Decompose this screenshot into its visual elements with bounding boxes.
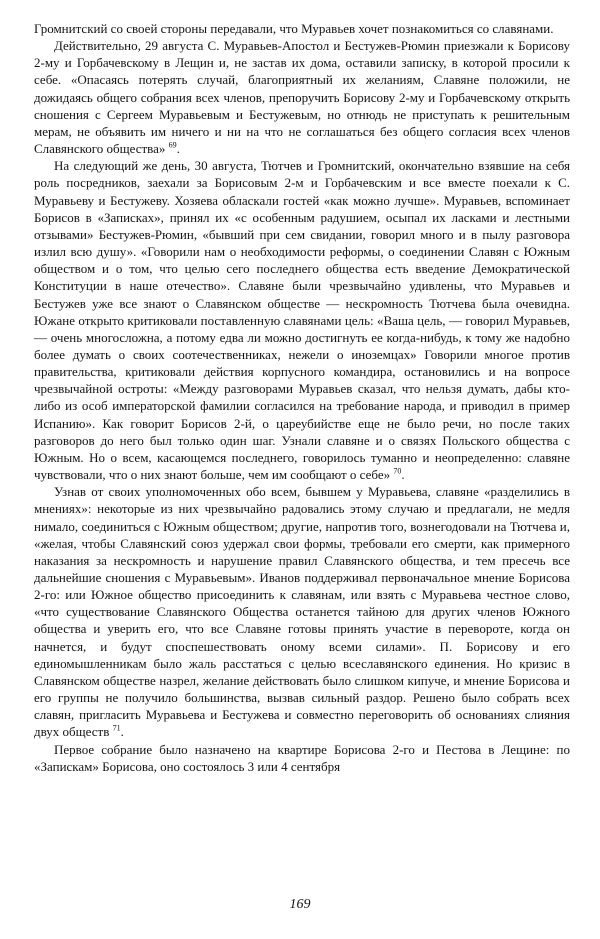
paragraph-text: Первое собрание было назначено на квартире Борисова 2-го и Пестова в Лещине: по «Запискам» Борисова, оно состоялось 3 или 4 сентября: [34, 741, 570, 774]
page-number: 169: [289, 897, 311, 912]
paragraph-continuation: [34, 20, 570, 37]
paragraph-split-opinions: Узнав от своих уполномоченных обо всем, бывшем у Муравьева, славяне «разделились в мнениях»: некоторые из них чрезвычайно радовались этому случаю и предлагали, не медля нимало, соединиться с Южным обществом; другие, напротив того, вознегодовали на Тютчева и, «желая, чтобы Славянский союз удержал свои формы, требовали его смерти, как примерного наказания за нескромность и нарушение правил Славянского общества, и тем пресечь все дальнейшие сношения с Муравьевым». Иванов поддерживал первоначальное мнение Борисова 2-го: или Южное общество присоединить к славянам, или взять с Муравьева честное слово, «что существование Славянского Общества останется тайною для других членов Южного общества и уверить его, что все Славяне готовы принять участие в перевороте, когда он начнется, и будут споспешествовать оному всеми силами». П. Борисову и его единомышленникам было жаль расстаться с целью всеславянского единения. Но кризис в Славянском обществе назрел, желание действовать было слишком кипуче, и мнение Борисова и его группы не получило большинства, вызвав сильный раздор. Решено было собрать всех славян, пригласить Муравьева и Бестужева и совместно переговорить об основаниях слияния двух обществ $^{71}$.: [34, 484, 570, 740]
paragraph-text: Громнитский со своей стороны передавали, что Муравьев хочет познакомиться со славянами.: [34, 21, 554, 36]
paragraph-first-meeting: [34, 741, 570, 775]
paragraph-august-30: На следующий же день, 30 августа, Тютчев и Громнитский, окончательно взявшие на себя роль посредников, заехали за Борисовым 2-м и Горбачевским и все вместе поехали к С. Муравьеву и Бестужеву. Хозяева обласкали гостей «как можно лучше». Муравьев, вспоминает Борисов в «Записках», принял их «с особенным радушием, осыпал их ласками и лестными отзывами» Бестужев-Рюмин, «бывший при сем свидании, говорил много и в пылу разговора излил всю душу». «Говорили нам о необходимости реформы, о соединении Славян с Южным обществом и о том, что целью сего последнего общества есть введение Демократической Конституции в наше отечество». Славяне были чрезвычайно удивлены, что Муравьев и Бестужев уже все знают о Славянском обществе — нескромность Тютчева была очевидна. Южане открыто критиковали поставленную славянами цель: «Ваша цель, — говорил Муравьев, — очень многосложна, а потому едва ли можно достигнуть ее когда-нибудь, к тому же надобно более думать о своих соотечественниках, нежели о иноземцах» Говорили многое против правительства, критиковали действия корпусного командира, остановились и на вопросе чрезвычайной остроты: «Между разговорами Муравьев сказал, что нельзя думать, дабы кто-либо из особ императорской фамилии согласился на требование народа, и приводил в пример Испанию». Как говорит Борисов 2-й, о цареубийстве еще не было речи, но после таких разговоров до него был только один шаг. Узнали славяне и о связях Польского общества с Южным. Но о всем, касающемся последнего, говорилось туманно и неопределенно: славяне чувствовали, что о них знают больше, чем им сообщают о себе» $^{70}$.: [34, 158, 570, 483]
paragraph-text: Действительно, 29 августа С. Муравьев-Апостол и Бестужев-Рюмин приезжали к Борисову 2-му и Горбачевскому в Лещин и, не застав их дома, оставили записку, в которой просили к себе. «Опасаясь потерять случай, благоприятный их желаниям, Славяне положили, не дожидаясь общего собрания всех членов, препоручить Борисову 2-му и Горбачевскому открыть сношения с Сергеем Муравьевым и Бестужевым, но отнюдь не приступать к решительным мерам, не объявить им ничего и ни на что не соглашаться без общего согласия всех членов Славянского общества»: [34, 38, 570, 157]
footnote-ref-70: 70: [393, 466, 402, 476]
footnote-ref-69: 69: [168, 140, 177, 150]
paragraph-text: На следующий же день, 30 августа, Тютчев и Громнитский, окончательно взявшие на себя роль посредников, заехали за Борисовым 2-м и Горбачевским и все вместе поехали к С. Муравьеву и Бестужеву. Хозяева обласкали гостей «как можно лучше». Муравьев, вспоминает Борисов в «Записках», принял их «с особенным радушием, осыпал их ласками и лестными отзывами» Бестужев-Рюмин, «бывший при сем свидании, говорил много и в пылу разговора излил всю душу». «Говорили нам о необходимости реформы, о соединении Славян с Южным обществом и о том, что целью сего последнего общества есть введение Демократической Конституции в наше отечество». Славяне были чрезвычайно удивлены, что Муравьев и Бестужев уже все знают о Славянском обществе — нескромность Тютчева была очевидна. Южане открыто критиковали поставленную славянами цель: «Ваша цель, — говорил Муравьев, — очень многосложна, а потому едва ли можно достигнуть ее когда-нибудь, к тому же надобно более думать о своих соотечественниках, нежели о иноземцах» Говорили многое против правительства, критиковали действия корпусного командира, остановились и на вопросе чрезвычайной остроты: «Между разговорами Муравьев сказал, что нельзя думать, дабы кто-либо из особ императорской фамилии согласился на требование народа, и приводил в пример Испанию». Как говорит Борисов 2-й, о цареубийстве еще не было речи, но после таких разговоров до него был только один шаг. Узнали славяне и о связях Польского общества с Южным. Но о всем, касающемся последнего, говорилось туманно и неопределенно: славяне чувствовали, что о них знают больше, чем им сообщают о себе»: [34, 158, 570, 483]
paragraph-text: Узнав от своих уполномоченных обо всем, бывшем у Муравьева, славяне «разделились в мнениях»: некоторые из них чрезвычайно радовались этому случаю и предлагали, не медля нимало, соединиться с Южным обществом; другие, напротив того, вознегодовали на Тютчева и, «желая, чтобы Славянский союз удержал свои формы, требовали его смерти, как примерного наказания за нескромность и нарушение правил Славянского общества, и тем пресечь все дальнейшие сношения с Муравьевым». Иванов поддерживал первоначальное мнение Борисова 2-го: или Южное общество присоединить к славянам, или взять с Муравьева честное слово, «что существование Славянского Общества останется тайною для других членов Южного общества и уверить его, что все Славяне готовы принять участие в перевороте, когда он начнется, и будут споспешествовать оному всеми силами». П. Борисову и его единомышленникам было жаль расстаться с целью всеславянского единения. Но кризис в Славянском обществе назрел, желание действовать было слишком кипуче, и мнение Борисова и его группы не получило большинства, вызвав сильный раздор. Решено было собрать всех славян, пригласить Муравьева и Бестужева и совместно переговорить об основаниях слияния двух обществ: [34, 484, 570, 740]
paragraph-august-29: Действительно, 29 августа С. Муравьев-Апостол и Бестужев-Рюмин приезжали к Борисову 2-му и Горбачевскому в Лещин и, не застав их дома, оставили записку, в которой просили к себе. «Опасаясь потерять случай, благоприятный их желаниям, Славяне положили, не дожидаясь общего собрания всех членов, препоручить Борисову 2-му и Горбачевскому открыть сношения с Сергеем Муравьевым и Бестужевым, но отнюдь не приступать к решительным мерам, не объявить им ничего и ни на что не соглашаться без общего согласия всех членов Славянского общества» $^{69}$.: [34, 38, 570, 157]
book-page: [34, 20, 570, 775]
footnote-ref-71: 71: [112, 724, 121, 734]
